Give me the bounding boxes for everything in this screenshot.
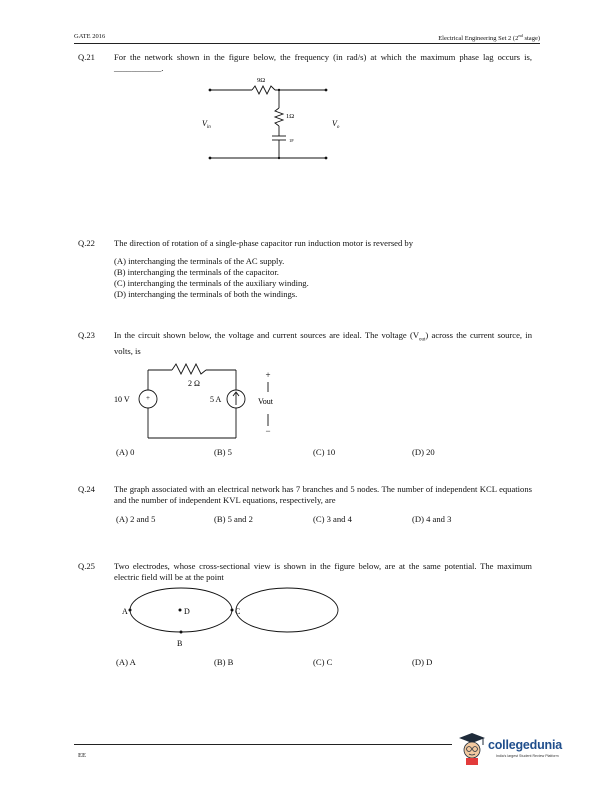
q23-isource-label: 5 A bbox=[210, 395, 222, 404]
q23-option-b: (B) 5 bbox=[214, 447, 232, 457]
graduate-mascot-icon bbox=[458, 730, 486, 766]
footer-left: EE bbox=[78, 752, 86, 759]
q23-option-c: (C) 10 bbox=[313, 447, 336, 457]
q24-option-b: (B) 5 and 2 bbox=[214, 514, 253, 524]
header-left: GATE 2016 bbox=[74, 33, 106, 40]
q23-vout-plus: + bbox=[265, 370, 271, 380]
q22-number: Q.22 bbox=[78, 238, 95, 248]
q22-option-d: (D) interchanging the terminals of both the windings. bbox=[114, 289, 298, 299]
collegedunia-logo bbox=[458, 730, 570, 770]
q25-number: Q.25 bbox=[78, 561, 95, 571]
q22-text: The direction of rotation of a single-phase capacitor run induction motor is reversed by bbox=[114, 238, 414, 248]
q23-resistor-label: 2 Ω bbox=[188, 379, 200, 388]
q22-option-c: (C) interchanging the terminals of the auxiliary winding. bbox=[114, 278, 309, 288]
q24-option-a: (A) 2 and 5 bbox=[116, 514, 156, 524]
q23-number: Q.23 bbox=[78, 330, 95, 340]
q24-number: Q.24 bbox=[78, 484, 95, 494]
q22-option-a: (A) interchanging the terminals of the AC supply. bbox=[114, 256, 285, 266]
q21-vo-label: V bbox=[332, 119, 337, 128]
q25-option-b: (B) B bbox=[214, 657, 234, 667]
q25-electrodes-figure bbox=[118, 584, 348, 650]
q25-option-d: (D) D bbox=[412, 657, 433, 667]
q25-option-c: (C) C bbox=[313, 657, 333, 667]
q23-vout-label: Vout bbox=[258, 397, 273, 406]
q23-text: In the circuit shown below, the voltage and current sources are ideal. The voltage $(V_{out})$ across the current source, in volts, is bbox=[114, 330, 532, 356]
q21-r-series-label: 9Ω bbox=[257, 77, 266, 84]
q21-number: Q.21 bbox=[78, 52, 95, 62]
q25-option-a: (A) A bbox=[116, 657, 136, 667]
header-right: Electrical Engineering Set 2 (2nd stage) bbox=[438, 33, 540, 43]
q24-option-d: (D) 4 and 3 bbox=[412, 514, 452, 524]
q23-circuit-figure bbox=[110, 356, 290, 442]
q25-point-a: A bbox=[122, 607, 128, 616]
q24-text: The graph associated with an electrical network has 7 branches and 5 nodes. The number of independent KCL equations and the number of independent KVL equations, respectively, are bbox=[114, 484, 532, 505]
q21-circuit-figure bbox=[190, 74, 360, 168]
q22-option-b: (B) interchanging the terminals of the capacitor. bbox=[114, 267, 279, 277]
q23-vsource-plus: + bbox=[146, 394, 150, 402]
svg-text:Vin: $V_{in}$ bbox=[202, 119, 211, 130]
q23-vout-minus: − bbox=[265, 426, 271, 436]
q23-option-a: (A) 0 bbox=[116, 447, 135, 457]
q21-text: For the network shown in the figure below, the frequency (in rad/s) at which the maximum phase lag occurs is, ___________. bbox=[114, 52, 532, 73]
brand-name: collegedunia bbox=[488, 738, 563, 752]
q24-option-c: (C) 3 and 4 bbox=[313, 514, 352, 524]
q25-point-b: B bbox=[177, 639, 183, 648]
q21-vin-label: V bbox=[202, 119, 207, 128]
q21-c-label: 1F bbox=[289, 138, 294, 143]
footer-rule bbox=[74, 744, 452, 745]
brand-tagline: India's largest Student Review Platform bbox=[496, 754, 559, 758]
q23-option-d: (D) 20 bbox=[412, 447, 435, 457]
q25-point-c: C bbox=[235, 607, 241, 616]
q25-text: Two electrodes, whose cross-sectional view is shown in the figure below, are at the same potential. The maximum electric field will be at the point bbox=[114, 561, 532, 582]
svg-text:Vo: $V_o$ bbox=[332, 119, 340, 130]
q22-options bbox=[114, 256, 309, 300]
q25-point-d: D bbox=[184, 607, 190, 616]
q21-r-shunt-label: 1Ω bbox=[286, 113, 295, 120]
q23-vsource-label: 10 V bbox=[114, 395, 130, 404]
header-rule bbox=[74, 43, 540, 44]
